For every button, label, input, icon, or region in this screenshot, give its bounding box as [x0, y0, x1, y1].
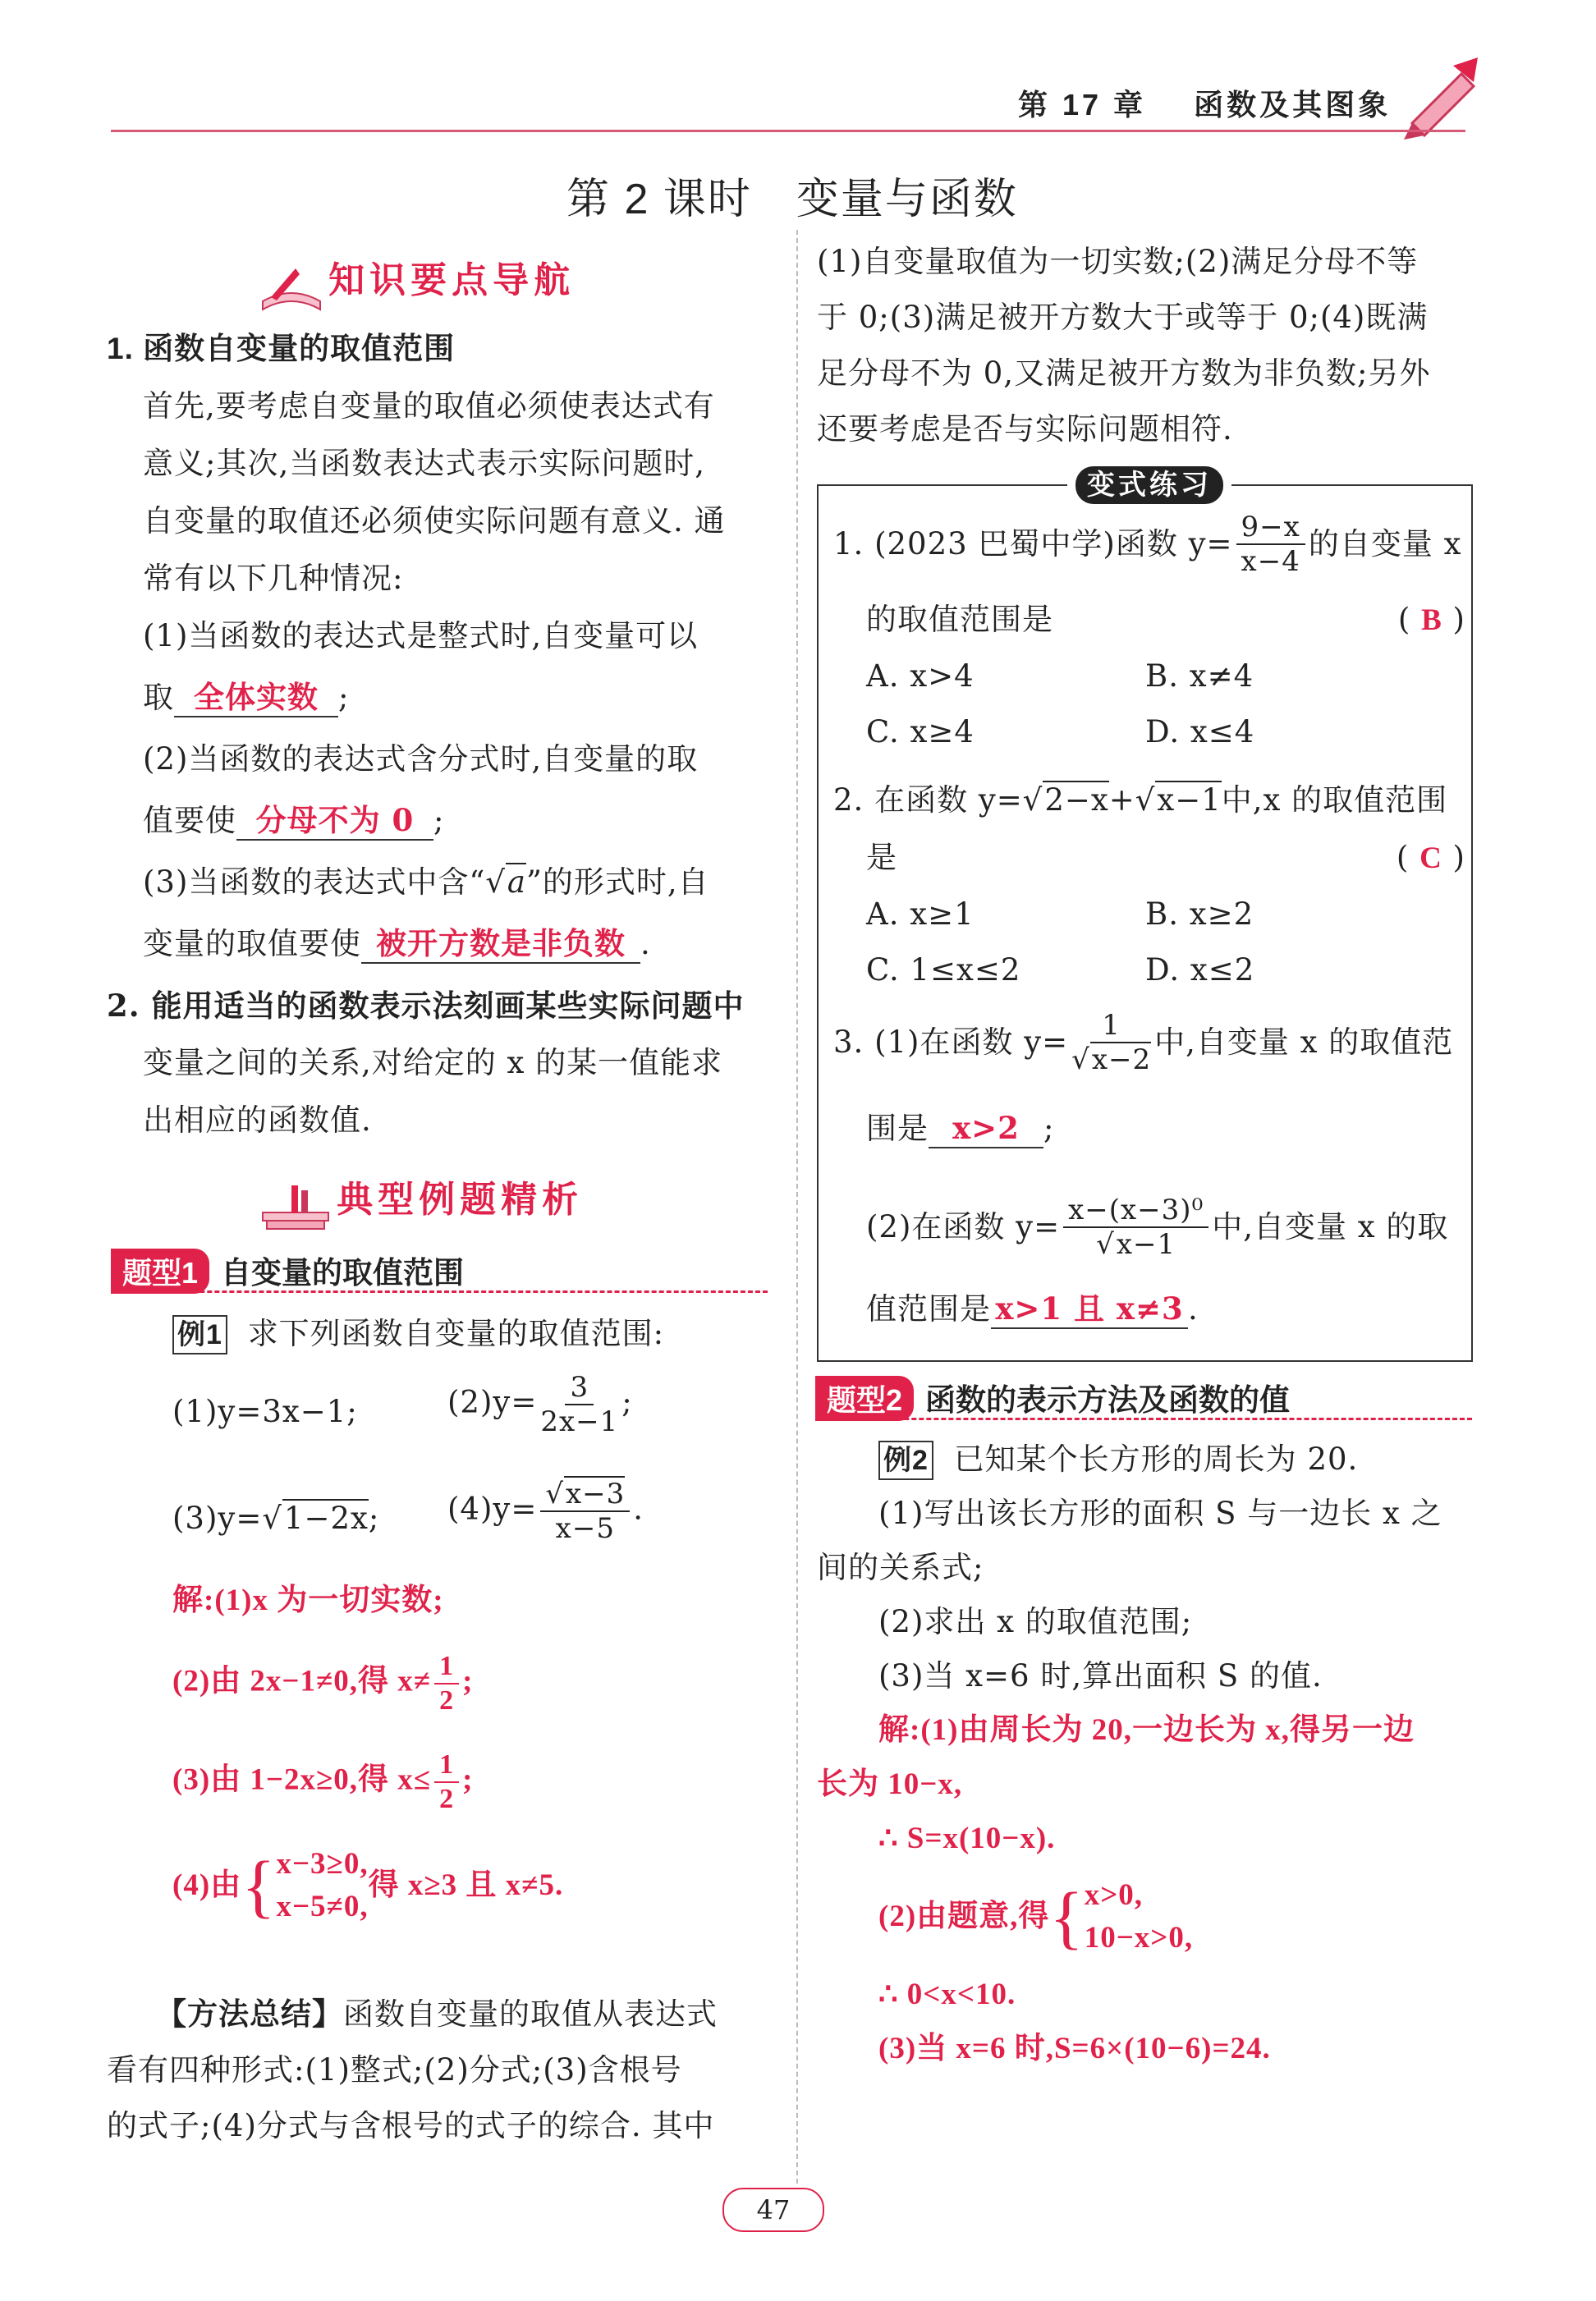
p3a-denominator-radicand: x−2 [1091, 1043, 1152, 1076]
intro-line: 意义;其次,当函数表达式表示实际问题时, [143, 446, 705, 481]
case3-radicand: a [507, 864, 526, 900]
ex2-sol2-cond2: 10−x>0, [1084, 1921, 1194, 1955]
intro-line: 常有以下几种情况: [143, 561, 404, 596]
practice-2 [833, 772, 1465, 998]
p1-line2 [833, 591, 1465, 649]
p2-option-b[interactable]: B. x≥2 [1145, 896, 1254, 932]
p1-prefix: 1. (2023 巴蜀中学)函数 y= [833, 525, 1233, 561]
p1-option-a[interactable]: A. x>4 [866, 658, 975, 694]
p1-option-d[interactable]: D. x≤4 [1145, 714, 1255, 749]
p1-line1 [833, 510, 1465, 578]
item2-line: 2. 能用适当的函数表示法刻画某些实际问题中 [107, 988, 745, 1024]
p1-options [833, 649, 1465, 760]
case3-text-a: (3)当函数的表达式中含“ [143, 864, 486, 900]
example1-q2 [447, 1371, 633, 1438]
p1-option-b[interactable]: B. x≠4 [1145, 658, 1254, 694]
sol3-prefix: (3)由 1−2x≥0,得 x≤ [172, 1762, 432, 1797]
case3-prefix: 变量的取值要使 [143, 926, 361, 961]
sol3-denominator: 2 [439, 1784, 455, 1814]
ex2-sol2-prefix: (2)由题意,得 [878, 1900, 1050, 1933]
p3a-end: ; [1043, 1111, 1055, 1146]
knowledge-heading [259, 250, 575, 314]
sol3-fraction [434, 1749, 459, 1816]
case1-answer: 全体实数 [174, 678, 338, 717]
practice-heading-badge: 变式练习 [1075, 466, 1223, 504]
example2-label: 例2 [878, 1441, 933, 1480]
p2-line2 [833, 829, 1465, 887]
p3b-denominator-radicand: x−1 [1116, 1228, 1176, 1261]
q4-numerator: √x−3 [540, 1478, 630, 1512]
case3-line2 [143, 911, 780, 977]
method-text: 函数自变量的取值从表达式 [343, 1996, 718, 2032]
case1-line2 [143, 665, 780, 731]
books-icon [259, 1184, 332, 1233]
q4-numerator-radicand: x−3 [566, 1478, 626, 1510]
p3a-prefix: 3. (1)在函数 y= [833, 1024, 1069, 1060]
method-summary [107, 1987, 780, 2154]
p2-answer-bracket: ( C ) [1396, 840, 1465, 875]
ex2-sol2-cond1: x>0, [1084, 1878, 1144, 1912]
q2-prefix: (2)y= [447, 1384, 538, 1420]
p3a-denominator: √x−2 [1071, 1043, 1152, 1076]
p2-stem-end: 是 [866, 840, 897, 875]
ex2-sol1-line2: 长为 10−x, [817, 1767, 963, 1801]
sol4-result: 得 x≥3 且 x≠5. [368, 1868, 564, 1902]
cont-line: (1)自变量取值为一切实数;(2)满足分母不等 [817, 244, 1419, 279]
item2 [107, 977, 780, 1149]
p3a-line2 [833, 1100, 1465, 1157]
p3b-denominator: √x−1 [1096, 1228, 1176, 1261]
sol2-numerator: 1 [434, 1650, 459, 1684]
case1-end: ; [338, 680, 350, 715]
p3a-answer: x>2 [929, 1109, 1043, 1148]
p1-suffix: 的自变量 x [1308, 525, 1462, 561]
p1-numerator: 9−x [1236, 511, 1305, 545]
p3b-answer: x>1 且 x≠3 [991, 1290, 1188, 1329]
case1-prefix: 取 [143, 680, 174, 715]
example1-label: 例1 [172, 1315, 227, 1354]
examples-heading [259, 1170, 583, 1233]
q4-denominator: x−5 [555, 1512, 615, 1545]
p2-option-c[interactable]: C. 1≤x≤2 [866, 952, 1021, 988]
p3a-line1 [833, 1006, 1465, 1079]
p3a-stem-end: 围是 [866, 1111, 929, 1146]
page-number-badge [722, 2188, 824, 2232]
p3b-fraction [1063, 1194, 1208, 1261]
sqrt-sign: √ [262, 1501, 282, 1536]
type1-header [111, 1248, 464, 1294]
p1-option-c[interactable]: C. x≥4 [866, 714, 975, 749]
type1-dashed-rule [111, 1290, 768, 1293]
type2-dashed-rule [815, 1418, 1472, 1420]
p2-prefix: 2. 在函数 y= [833, 782, 1023, 818]
sol4-cond1: x−3≥0, [276, 1847, 369, 1881]
item1-title: 1. 函数自变量的取值范围 [107, 332, 456, 365]
intro-line: 首先,要考虑自变量的取值必须使表达式有 [143, 388, 715, 424]
brace-icon: { [241, 1846, 277, 1925]
sqrt-sign: √ [1022, 782, 1043, 818]
example2-text: 已知某个长方形的周长为 20. [953, 1442, 1359, 1477]
case2-prefix: 值要使 [143, 803, 236, 838]
example1-q4 [447, 1478, 644, 1545]
p2-answer: C [1419, 841, 1442, 875]
sol3 [172, 1749, 473, 1816]
ex2-sol3: (3)当 x=6 时,S=6×(10−6)=24. [878, 2032, 1271, 2065]
method-line1 [107, 1987, 780, 2042]
case3-line1 [143, 854, 780, 911]
q3-end: ; [368, 1501, 380, 1536]
q2-end: ; [621, 1384, 633, 1420]
sol4-prefix: (4)由 [172, 1868, 242, 1902]
p2-options [833, 887, 1465, 998]
sqrt-sign: √ [1135, 782, 1156, 818]
intro-line: 自变量的取值还必须使实际问题有意义. 通 [143, 503, 726, 539]
p2-radicand2: x−1 [1157, 782, 1222, 818]
ex2-sol1-line3: ∴ S=x(10−x). [878, 1822, 1056, 1855]
p1-answer-bracket: ( B ) [1397, 602, 1465, 637]
practice-heading [1067, 466, 1231, 504]
sol4-system [276, 1843, 368, 1928]
knowledge-heading-text: 知识要点导航 [328, 260, 576, 300]
book-icon [259, 264, 324, 314]
p2-radicand1: 2−x [1044, 782, 1109, 818]
item2-line: 变量之间的关系,对给定的 x 的某一值能求 [143, 1045, 723, 1080]
p3a-fraction [1071, 1009, 1151, 1076]
ex2-q1-line1: (1)写出该长方形的面积 S 与一边长 x 之 [878, 1496, 1442, 1531]
sol2-prefix: (2)由 2x−1≠0,得 x≠ [172, 1664, 432, 1698]
p1-denominator: x−4 [1241, 544, 1300, 578]
cont-line: 还要考虑是否与实际问题相符. [817, 411, 1233, 447]
case3-text-b: ”的形式时,自 [525, 864, 709, 900]
pencil-icon [1396, 57, 1486, 140]
ex2-sol2-result: ∴ 0<x<10. [878, 1978, 1016, 2011]
ex2-q2: (2)求出 x 的取值范围; [878, 1604, 1193, 1639]
p1-answer: B [1421, 603, 1442, 637]
sol3-end: ; [462, 1762, 474, 1797]
p3b-line1 [866, 1190, 1465, 1264]
case3-answer: 被开方数是非负数 [361, 924, 640, 964]
type2-title: 函数的表示方法及函数的值 [925, 1383, 1291, 1417]
p3b-line2 [866, 1281, 1465, 1338]
q2-fraction [540, 1371, 618, 1438]
example1-text: 求下列函数自变量的取值范围: [247, 1316, 665, 1351]
p3b-prefix: (2)在函数 y= [866, 1209, 1061, 1244]
type2-badge: 题型2 [815, 1376, 914, 1421]
examples-heading-text: 典型例题精析 [337, 1180, 584, 1220]
ex2-sol2-system [1085, 1874, 1193, 1960]
sol2-denominator: 2 [439, 1685, 455, 1716]
example1 [172, 1305, 780, 1363]
sol3-numerator: 1 [434, 1749, 459, 1783]
sol2-end: ; [462, 1664, 474, 1698]
ex2-q3: (3)当 x=6 时,算出面积 S 的值. [878, 1658, 1323, 1694]
example1-q3 [172, 1490, 379, 1547]
case1-line1: (1)当函数的表达式是整式时,自变量可以 [143, 618, 699, 653]
case3-end: . [640, 926, 651, 961]
item2-line: 出相应的函数值. [143, 1102, 372, 1138]
right-continuation [817, 234, 1482, 457]
example1-prompt [172, 1305, 780, 1363]
p1-stem-end: 的取值范围是 [866, 602, 1053, 637]
p3a-numerator: 1 [1097, 1009, 1126, 1043]
knowledge-block [107, 320, 780, 1149]
p2-plus: + [1108, 782, 1135, 818]
method-label: 【方法总结】 [156, 1997, 343, 2031]
sqrt-sign: √ [485, 864, 506, 900]
q2-denominator: 2x−1 [540, 1405, 619, 1438]
sol2 [172, 1650, 473, 1717]
q4-fraction [540, 1478, 630, 1545]
p2-option-a[interactable]: A. x≥1 [866, 896, 975, 932]
case2-end: ; [433, 803, 445, 838]
q3-radicand: 1−2x [283, 1501, 369, 1536]
case2-line2 [143, 788, 780, 854]
q2-numerator: 3 [565, 1371, 594, 1405]
column-divider [796, 230, 798, 2184]
practice-3b [866, 1190, 1465, 1338]
ex2-sol2 [817, 1874, 1482, 1960]
case2-answer: 分母不为 0 [236, 801, 433, 841]
type1-badge: 题型1 [111, 1249, 209, 1294]
chapter-title: 函数及其图象 [1194, 88, 1392, 121]
sol4-cond2: x−5≠0, [276, 1890, 369, 1923]
p2-line1 [833, 772, 1465, 829]
cont-line: 于 0;(3)满足被开方数大于或等于 0;(4)既满 [817, 300, 1429, 335]
page-number: 47 [756, 2194, 791, 2225]
sol4 [172, 1843, 563, 1928]
sol1: 解:(1)x 为一切实数; [172, 1584, 444, 1617]
practice-3a [833, 1006, 1465, 1157]
example2 [817, 1432, 1482, 2076]
cont-line: 足分母不为 0,又满足被开方数为非负数;另外 [817, 355, 1431, 391]
header-rule [111, 130, 1465, 132]
type1-title: 自变量的取值范围 [221, 1256, 465, 1290]
practice-1 [833, 510, 1465, 760]
ex2-q1-line2: 间的关系式; [817, 1550, 984, 1585]
p3b-end: . [1188, 1291, 1199, 1327]
ex2-sol1-line1: 解:(1)由周长为 20,一边长为 x,得另一边 [878, 1713, 1415, 1747]
p2-suffix: 中,x 的取值范围 [1221, 782, 1448, 818]
p2-option-d[interactable]: D. x≤2 [1145, 952, 1255, 988]
type2-header [815, 1375, 1290, 1421]
p3b-stem-end: 值范围是 [866, 1291, 991, 1327]
lesson-title: 第 2 课时 变量与函数 [566, 176, 1018, 223]
item1-intro [107, 378, 780, 977]
case2-line1: (2)当函数的表达式含分式时,自变量的取 [143, 741, 699, 777]
q4-prefix: (4)y= [447, 1491, 538, 1527]
brace-icon: { [1049, 1877, 1085, 1956]
q4-end: . [633, 1491, 644, 1527]
p3a-suffix: 中,自变量 x 的取值范 [1154, 1024, 1454, 1060]
chapter-number: 第 17 章 [1018, 88, 1147, 121]
chapter-header [1018, 82, 1391, 124]
method-line: 的式子;(4)分式与含根号的式子的综合. 其中 [107, 2108, 715, 2143]
q3-prefix: (3)y= [172, 1501, 263, 1536]
p3b-numerator: x−(x−3)⁰ [1063, 1194, 1208, 1228]
p3b-suffix: 中,自变量 x 的取 [1212, 1209, 1449, 1244]
method-line: 看有四种形式:(1)整式;(2)分式;(3)含根号 [107, 2052, 682, 2088]
example2-prompt [817, 1432, 1482, 1487]
example1-q1: (1)y=3x−1; [172, 1394, 358, 1429]
sol2-fraction [434, 1650, 459, 1717]
p1-fraction [1236, 511, 1305, 578]
